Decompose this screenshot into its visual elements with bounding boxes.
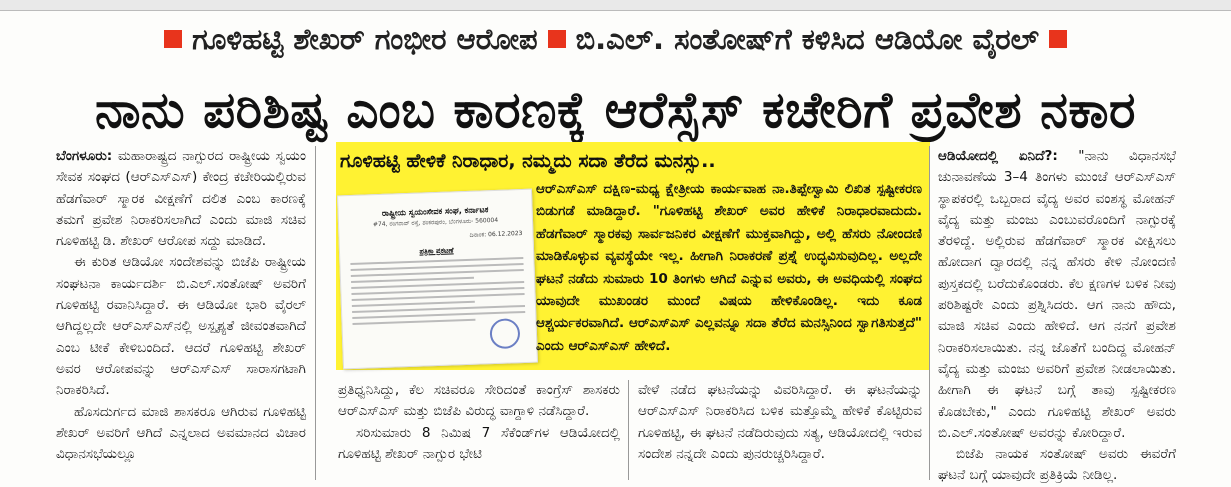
paragraph: ಬಿಜೆಪಿ ನಾಯಕ ಸಂತೋಷ್ ಅವರು ಈವರೆಗೆ ಘಟನೆ ಬಗ್ಗೆ ಯಾವುದೇ ಪ್ರತಿಕ್ರಿಯೆ ನೀಡಿಲ್ಲ. [938,446,1176,484]
paragraph: ವೇಳೆ ನಡೆದ ಘಟನೆಯನ್ನು ವಿವರಿಸಿದ್ದಾರೆ. ಈ ಘಟನೆಯನ್ನು ಆರ್‌ಎಸ್‌ಎಸ್ ನಿರಾಕರಿಸಿದ ಬಳಿಕ ಮತ್ತೊಮ್ಮೆ ಹೇಳಿಕೆ ಕೊಟ್ಟಿರುವ ಗೂಳಿಹಟ್ಟಿ, ಈ ಘಟನೆ ನಡೆದಿರುವುದು ಸತ್ಯ, ಆಡಿಯೋದಲ್ಲಿ ಇರುವ ಸಂದೇಶ ನನ್ನದೇ ಎಂದು ಪುನರುಚ್ಚರಿಸಿದ್ದಾರೆ. [638,382,922,462]
article-column-2 [338,380,620,465]
doc-text-line [352,293,525,301]
doc-text-line [351,277,474,283]
column-divider [315,146,316,480]
red-bullet-icon [1049,30,1067,48]
subhead: ಆಡಿಯೋದಲ್ಲಿ ಏನಿದೆ?: [938,148,1058,164]
doc-address: #74, ರಂಗರಾವ್ ರಸ್ತೆ, ಶಂಕರಪುರಂ, ಬೆಂಗಳೂರು- 560004 [372,216,499,229]
kicker-part-1: ಗೂಳಿಹಟ್ಟಿ ಶೇಖರ್ ಗಂಭೀರ ಆರೋಪ [192,21,538,56]
paragraph: ಹೊಸದುರ್ಗದ ಮಾಜಿ ಶಾಸಕರೂ ಆಗಿರುವ ಗೂಳಿಹಟ್ಟಿ ಶೇಖರ್ ಅವರಿಗೆ ಆಗಿದೆ ಎನ್ನಲಾದ ಅವಮಾನದ ವಿಚಾರ ವಿಧಾನಸಭೆಯಲ್ಲೂ [56,403,306,463]
article-column-4 [938,146,1176,487]
headline: ನಾನು ಪರಿಶಿಷ್ಟ ಎಂಬ ಕಾರಣಕ್ಕೆ ಆರೆಸ್ಸೆಸ್ ಕಚೇರಿಗೆ ಪ್ರವೇಶ ನಕಾರ [95,80,1136,139]
paragraph: ಸರಿಸುಮಾರು 8 ನಿಮಿಷ 7 ಸೆಕೆಂಡ್‌ಗಳ ಆಡಿಯೋದಲ್ಲಿ ಗೂಳಿಹಟ್ಟಿ ಶೇಖರ್ ನಾಗ್ಪುರ ಭೇಟಿ [338,424,620,462]
red-bullet-icon [164,30,182,48]
box-text: ಆರ್‌ಎಸ್‌ಎಸ್ ದಕ್ಷಿಣ-ಮಧ್ಯ ಕ್ಷೇತ್ರೀಯ ಕಾರ್ಯವಾಹ ನಾ.ತಿಪ್ಪೇಸ್ವಾಮಿ ಲಿಖಿತ ಸ್ಪಷ್ಟೀಕರಣ ಬಿಡುಗಡೆ ಮಾಡಿದ್ದಾರೆ. "ಗೂಳಿಹಟ್ಟಿ ಶೇಖರ್ ಅವರ ಹೇಳಿಕೆ ನಿರಾಧಾರವಾದುದು. ಹೆಡಗೆವಾರ್ ಸ್ಮಾರಕವು ಸಾರ್ವಜನಿಕರ ವೀಕ್ಷಣೆಗೆ ಮುಕ್ತವಾಗಿದ್ದು, ಅಲ್ಲಿ ಹೆಸರು ನೋಂದಣಿ ಮಾಡಿಕೊಳ್ಳುವ ವ್ಯವಸ್ಥೆಯೇ ಇಲ್ಲ. ಹೀಗಾಗಿ ನಿರಾಕರಣೆ ಪ್ರಶ್ನೆ ಉದ್ಭವಿಸುವುದಿಲ್ಲ. ಅಲ್ಲದೇ ಘಟನೆ ನಡೆದು ಸುಮಾರು 10 ತಿಂಗಳು ಆಗಿದೆ ಎನ್ನುವ ಅವರು, ಈ ಅವಧಿಯಲ್ಲಿ ಸಂಘದ ಯಾವುದೇ ಮುಖಂಡರ ಮುಂದೆ ವಿಷಯ ಹೇಳಿಕೊಂಡಿಲ್ಲ. ಇದು ಕೂಡ ಆಶ್ಚರ್ಯಕರವಾಗಿದೆ. ಆರ್‌ಎಸ್‌ಎಸ್ ಎಲ್ಲವನ್ನೂ ಸದಾ ತೆರೆದ ಮನಸ್ಸಿನಿಂದ ಸ್ವಾಗತಿಸುತ್ತದೆ" ಎಂದು ಆರ್‌ಎಸ್‌ಎಸ್ ಹೇಳಿದೆ. [536,181,922,354]
paragraph: "ನಾನು ವಿಧಾನಸಭೆ ಚುನಾವಣೆಯ 3–4 ತಿಂಗಳು ಮುಂಚೆ ಆರ್‌ಎಸ್‌ಎಸ್ ಸ್ಥಾಪಕರಲ್ಲಿ ಒಬ್ಬರಾದ ವೈದ್ಯ ಅವರ ವಂಶಸ್ಥ ಮೋಹನ್ ವೈದ್ಯ ಮತ್ತು ಮಂಜು ಎಂಬುವರೊಂದಿಗೆ ನಾಗ್ಪುರಕ್ಕೆ ತೆರಳಿದ್ದೆ. ಅಲ್ಲಿರುವ ಹೆಡಗೆವಾರ್ ಸ್ಮಾರಕ ವೀಕ್ಷಿಸಲು ಹೋದಾಗ ದ್ವಾರದಲ್ಲಿ ನನ್ನ ಹೆಸರು ಕೇಳಿ ನೋಂದಣಿ ಪುಸ್ತಕದಲ್ಲಿ ಬರೆದುಕೊಂಡರು. ಕೆಲ ಕ್ಷಣಗಳ ಬಳಿಕ ನೀವು ಪರಿಶಿಷ್ಟರೇ ಎಂದು ಪ್ರಶ್ನಿಸಿದರು. ಆಗ ನಾನು ಹೌದು, ಮಾಜಿ ಸಚಿವ ಎಂದು ಹೇಳಿದೆ. ಆಗ ನನಗೆ ಪ್ರವೇಶ ನಿರಾಕರಿಸಲಾಯಿತು. ನನ್ನ ಜೊತೆಗೆ ಬಂದಿದ್ದ ಮೋಹನ್ ವೈದ್ಯ ಮತ್ತು ಮಂಜು ಅವರಿಗೆ ಪ್ರವೇಶ ನೀಡಲಾಯಿತು. ಹೀಗಾಗಿ ಈ ಘಟನೆ ಬಗ್ಗೆ ತಾವು ಸ್ಪಷ್ಟೀಕರಣ ಕೊಡಬೇಕು," ಎಂದು ಗೂಳಿಹಟ್ಟಿ ಶೇಖರ್ ಅವರು ಬಿ.ಎಲ್.ಸಂತೋಷ್ ಅವರನ್ನು ಕೋರಿದ್ದಾರೆ. [938,148,1176,441]
press-release-photo [337,189,538,370]
doc-org: ರಾಷ್ಟ್ರೀಯ ಸ್ವಯಂಸೇವಕ ಸಂಘ, ಕರ್ನಾಟಕ [381,205,489,218]
paragraph: ಮಹಾರಾಷ್ಟ್ರದ ನಾಗ್ಪುರದ ರಾಷ್ಟ್ರೀಯ ಸ್ವಯಂ ಸೇವಕ ಸಂಘದ (ಆರ್‌ಎಸ್‌ಎಸ್) ಕೇಂದ್ರ ಕಚೇರಿಯಲ್ಲಿರುವ ಹೆಡಗೆವಾರ್ ಸ್ಮಾರಕ ವೀಕ್ಷಣೆಗೆ ದಲಿತ ಎಂಬ ಕಾರಣಕ್ಕೆ ತಮಗೆ ಪ್ರವೇಶ ನಿರಾಕರಿಸಲಾಗಿದೆ ಎಂದು ಮಾಜಿ ಸಚಿವ ಗೂಳಿಹಟ್ಟಿ ಡಿ. ಶೇಖರ್ ಆರೋಪ ಸದ್ದು ಮಾಡಿದೆ. [56,148,306,250]
column-divider [628,380,629,480]
kicker-part-2: ಬಿ.ಎಲ್. ಸಂತೋಷ್‌ಗೆ ಕಳಿಸಿದ ಆಡಿಯೋ ವೈರಲ್ [575,21,1039,56]
article-column-3 [638,380,922,465]
doc-date: ದಿನಾಂಕ: 06.12.2023 [469,230,523,239]
column-divider [929,146,930,480]
box-title: ಗೂಳಿಹಟ್ಟಿ ಹೇಳಿಕೆ ನಿರಾಧಾರ, ನಮ್ಮದು ಸದಾ ತೆರೆದ ಮನಸ್ಸು.. [340,150,716,172]
paragraph: ಪ್ರತಿಧ್ವನಿಸಿದ್ದು, ಕೆಲ ಸಚಿವರೂ ಸೇರಿದಂತೆ ಕಾಂಗ್ರೆಸ್ ಶಾಸಕರು ಆರ್‌ಎಸ್‌ಎಸ್ ಮತ್ತು ಬಿಜೆಪಿ ವಿರುದ್ಧ ವಾಗ್ದಾಳಿ ನಡೆಸಿದ್ದಾರೆ. [338,382,620,420]
doc-heading: ಪತ್ರಿಕಾ ಪ್ರಕಟಣೆ [419,246,454,256]
article-column-1 [56,146,306,465]
doc-text-line [352,301,475,307]
doc-text-line [352,319,475,325]
seal-stamp-icon [489,318,520,349]
top-border-band [0,0,1231,11]
paragraph: ಈ ಕುರಿತ ಆಡಿಯೋ ಸಂದೇಶವನ್ನು ಬಿಜೆಪಿ ರಾಷ್ಟ್ರೀಯ ಸಂಘಟನಾ ಕಾರ್ಯದರ್ಶಿ ಬಿ.ಎಲ್.ಸಂತೋಷ್ ಅವರಿಗೆ ಗೂಳಿಹಟ್ಟಿ ರವಾನಿಸಿದ್ದಾರೆ. ಈ ಆಡಿಯೋ ಭಾರಿ ವೈರಲ್ ಆಗಿದ್ದಲ್ಲದೇ ಆರ್‌ಎಸ್‌ಎಸ್‌ನಲ್ಲಿ ಅಸ್ಪೃಶ್ಯತೆ ಜೀವಂತವಾಗಿದೆ ಎಂಬ ಟೀಕೆ ಕೇಳಿಬಂದಿದೆ. ಆದರೆ ಗೂಳಿಹಟ್ಟಿ ಶೇಖರ್ ಅವರ ಆರೋಪವನ್ನು ಆರ್‌ಎಸ್‌ಎಸ್ ಸಾರಾಸಗಟಾಗಿ ನಿರಾಕರಿಸಿದೆ. [56,254,306,399]
red-bullet-icon [548,30,566,48]
doc-text-line [351,269,524,277]
kicker-line [0,14,1231,64]
dateline: ಬೆಂಗಳೂರು: [56,148,113,164]
doc-text-line [352,311,525,319]
